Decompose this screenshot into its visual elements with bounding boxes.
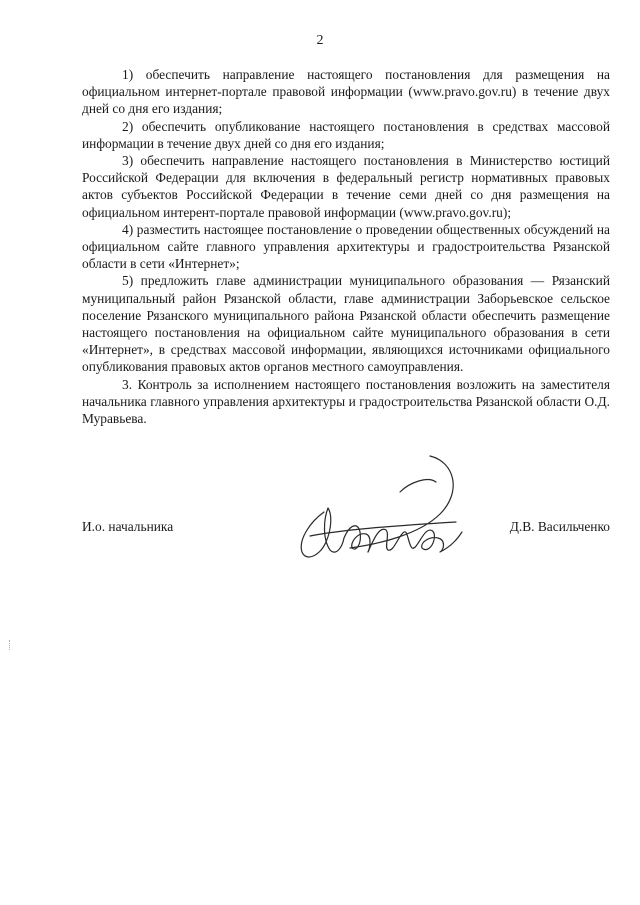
paragraph-item-4: 4) разместить настоящее постановление о проведении общественных обсуждений на официальном сайте главного управления архитектуры и градостроительства Рязанской области в сети «Интернет»;: [82, 221, 610, 272]
signatory-name: Д.В. Васильченко: [509, 519, 610, 534]
document-body: [82, 66, 610, 427]
signatory-title: И.о. начальника: [82, 519, 174, 534]
paragraph-item-2: 2) обеспечить опубликование настоящего постановления в средствах массовой информации в течение двух дней со дня его издания;: [82, 118, 610, 151]
paragraph-item-5: 5) предложить главе администрации муниципального образования — Рязанский муниципальный район Рязанской области, главе администрации Заборьевское сельское поселение Рязанского муниципального района Рязанской области обеспечить размещение настоящего постановления на официальном сайте муниципального образования в сети «Интернет», в средствах массовой информации, являющихся источниками официального опубликования правовых актов органов местного самоуправления.: [82, 273, 610, 375]
page-number: 2: [316, 33, 324, 48]
paragraph-item-1: 1) обеспечить направление настоящего постановления для размещения на официальном интернет-портале правовой информации (www.pravo.gov.ru) в течение двух дней со дня его издания;: [82, 67, 610, 117]
signature-block: [82, 519, 610, 539]
scan-margin-mark: [9, 640, 12, 650]
handwritten-signature: [280, 452, 470, 572]
paragraph-control: 3. Контроль за исполнением настоящего постановления возложить на заместителя начальника главного управления архитектуры и градостроительства Рязанской области О.Д. Муравьева.: [82, 376, 610, 427]
paragraph-item-3: 3) обеспечить направление настоящего постановления в Министерство юстиций Российской Федерации для включения в федеральный регистр нормативных правовых актов субъектов Российской Федерации в течение семи дней со дня размещения на официальном интерент-портале правовой информации (www.pravo.gov.ru);: [82, 153, 610, 220]
